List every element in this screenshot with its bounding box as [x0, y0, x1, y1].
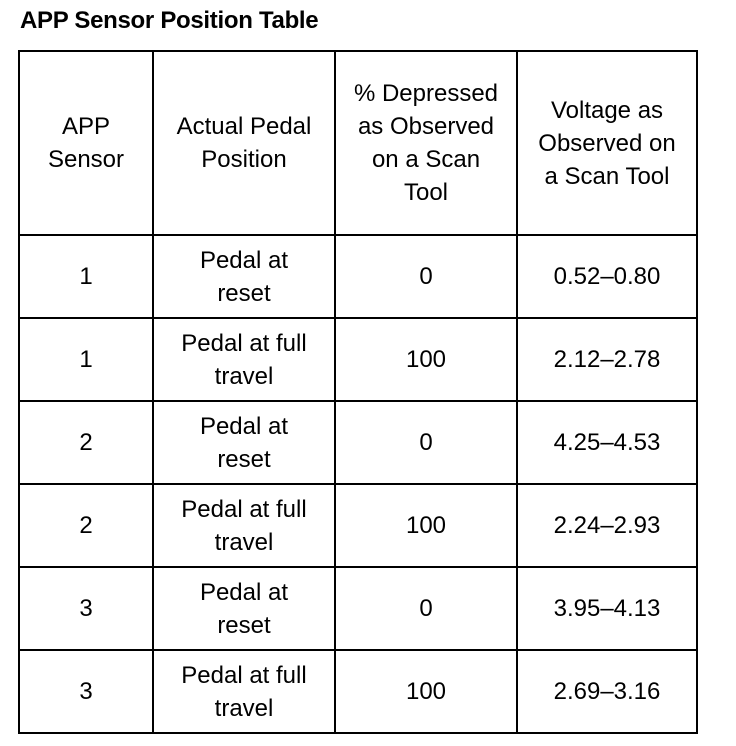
cell-position: Pedal at full travel [153, 318, 335, 401]
header-actual-pedal-position: Actual Pedal Position [153, 51, 335, 235]
table-row [19, 235, 697, 318]
cell-sensor: 2 [19, 484, 153, 567]
cell-sensor: 3 [19, 650, 153, 733]
cell-depressed: 0 [335, 567, 517, 650]
cell-depressed: 100 [335, 318, 517, 401]
table-row [19, 567, 697, 650]
cell-depressed: 0 [335, 401, 517, 484]
cell-voltage: 0.52–0.80 [517, 235, 697, 318]
table-row [19, 401, 697, 484]
cell-depressed: 100 [335, 484, 517, 567]
table-row [19, 318, 697, 401]
table-row [19, 650, 697, 733]
cell-sensor: 1 [19, 235, 153, 318]
header-voltage: Voltage as Observed on a Scan Tool [517, 51, 697, 235]
cell-voltage: 4.25–4.53 [517, 401, 697, 484]
cell-sensor: 1 [19, 318, 153, 401]
cell-position: Pedal at full travel [153, 650, 335, 733]
cell-position: Pedal at reset [153, 567, 335, 650]
table-row [19, 484, 697, 567]
cell-position: Pedal at full travel [153, 484, 335, 567]
cell-sensor: 2 [19, 401, 153, 484]
cell-position: Pedal at reset [153, 235, 335, 318]
header-app-sensor: APP Sensor [19, 51, 153, 235]
cell-depressed: 100 [335, 650, 517, 733]
header-percent-depressed: % Depressed as Observed on a Scan Tool [335, 51, 517, 235]
cell-voltage: 2.69–3.16 [517, 650, 697, 733]
table-header-row [19, 51, 697, 235]
cell-voltage: 2.24–2.93 [517, 484, 697, 567]
cell-voltage: 3.95–4.13 [517, 567, 697, 650]
cell-sensor: 3 [19, 567, 153, 650]
app-sensor-table [18, 50, 698, 734]
cell-depressed: 0 [335, 235, 517, 318]
cell-voltage: 2.12–2.78 [517, 318, 697, 401]
cell-position: Pedal at reset [153, 401, 335, 484]
page-title: APP Sensor Position Table [20, 7, 319, 34]
